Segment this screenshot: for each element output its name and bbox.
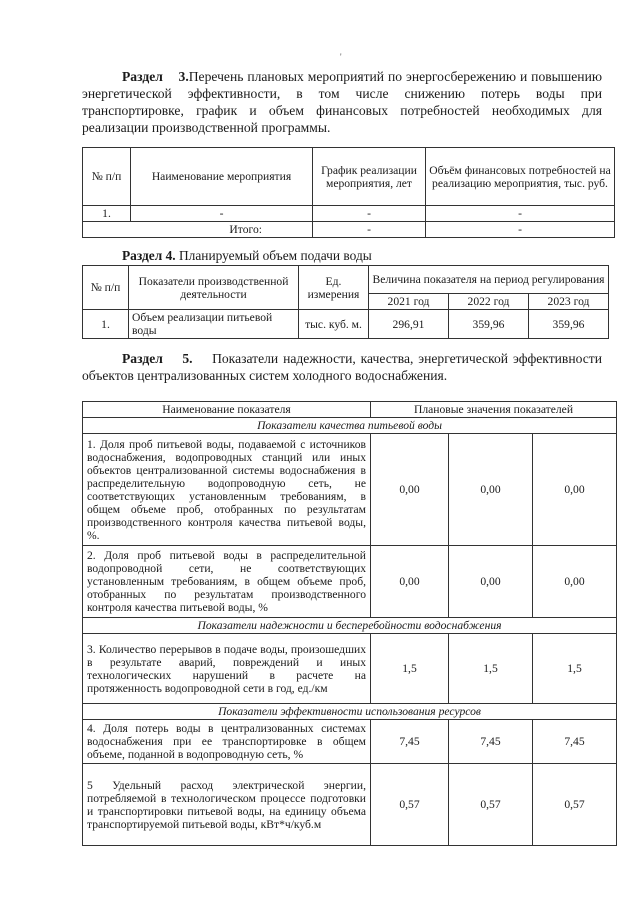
table-header-row	[83, 402, 617, 418]
indicator-value: 0,57	[533, 764, 617, 846]
header-year-2023: 2023 год	[529, 294, 609, 310]
section-3-table	[82, 147, 615, 238]
table-row	[83, 720, 617, 764]
table-header-row	[83, 266, 609, 294]
indicator-text: 1. Доля проб питьевой воды, подаваемой с источников водоснабжения, водопроводных станций или иных объектов централизованной системы водоснабжения в распределительную водопроводную сеть, не соответствующих установленным требованиям, в общем объеме проб, отобранных по результатам производственного контроля качества питьевой воды, %.	[83, 434, 371, 546]
header-num: № п/п	[83, 148, 131, 206]
header-schedule: График реализации мероприятия, лет	[313, 148, 426, 206]
table-row	[83, 764, 617, 846]
cell-num: 1.	[83, 206, 131, 222]
group-row-reliability	[83, 618, 617, 634]
group-title: Показатели эффективности использования ресурсов	[83, 704, 617, 720]
total-amount: -	[426, 222, 615, 238]
header-name: Наименование показателя	[83, 402, 371, 418]
indicator-value: 0,57	[449, 764, 533, 846]
header-finance: Объём финансовых потребностей на реализацию мероприятия, тыс. руб.	[426, 148, 615, 206]
table-row	[83, 434, 617, 546]
section-3-text: Перечень плановых мероприятий по энергосбережению и повышению энергетической эффективности, в том числе снижению потерь воды при транспортировке, график и объем финансовых потребностей необходимых для реализации производственной программы.	[82, 69, 602, 135]
indicator-value: 1,5	[371, 634, 449, 704]
table-row	[83, 634, 617, 704]
table-row	[83, 310, 609, 339]
indicator-value: 0,00	[371, 434, 449, 546]
indicator-text: 3. Количество перерывов в подаче воды, произошедших в результате аварий, повреждений и иных технологических нарушений в расчете на протяженность водопроводной сети в год, ед./км	[83, 634, 371, 704]
table-total-row	[83, 222, 615, 238]
header-planned: Плановые значения показателей	[371, 402, 617, 418]
indicator-value: 0,00	[533, 434, 617, 546]
section-4-label: Раздел 4.	[122, 248, 176, 263]
section-5-heading	[82, 350, 602, 384]
section-4-table	[82, 265, 609, 339]
indicator-value: 0,00	[533, 546, 617, 618]
total-label: Итого:	[83, 222, 313, 238]
group-title: Показатели надежности и бесперебойности водоснабжения	[83, 618, 617, 634]
indicator-value: 0,57	[371, 764, 449, 846]
cell-schedule: -	[313, 206, 426, 222]
cell-value-2023: 359,96	[529, 310, 609, 339]
cell-unit: тыс. куб. м.	[299, 310, 369, 339]
group-row-efficiency	[83, 704, 617, 720]
table-row	[83, 206, 615, 222]
header-unit: Ед. измерения	[299, 266, 369, 310]
cell-num: 1.	[83, 310, 129, 339]
indicator-text: 4. Доля потерь воды в централизованных системах водоснабжения при ее транспортировке в общем объеме, поданной в водопроводную сеть, %	[83, 720, 371, 764]
cell-value-2021: 296,91	[369, 310, 449, 339]
indicator-value: 0,00	[449, 546, 533, 618]
cell-value-2022: 359,96	[449, 310, 529, 339]
section-5-number: 5.	[182, 351, 193, 366]
section-4-heading	[122, 248, 372, 264]
section-3-number: 3.	[178, 69, 189, 84]
group-title: Показатели качества питьевой воды	[83, 418, 617, 434]
section-3-label: Раздел	[122, 69, 163, 84]
table-header-row	[83, 148, 615, 206]
cell-measure: -	[131, 206, 313, 222]
indicator-value: 7,45	[533, 720, 617, 764]
header-value: Величина показателя на период регулирования	[369, 266, 609, 294]
indicator-value: 0,00	[449, 434, 533, 546]
section-3-heading	[82, 68, 602, 136]
section-5-table	[82, 401, 617, 846]
table-row	[83, 546, 617, 618]
section-5-text: Показатели надежности, качества, энергетической эффективности объектов централизованных систем холодного водоснабжения.	[82, 351, 602, 383]
indicator-value: 0,00	[371, 546, 449, 618]
section-5-label: Раздел	[122, 351, 163, 366]
section-4-text: Планируемый объем подачи воды	[179, 248, 372, 263]
header-year-2021: 2021 год	[369, 294, 449, 310]
total-schedule: -	[313, 222, 426, 238]
indicator-text: 5 Удельный расход электрической энергии, потребляемой в технологическом процессе подготовки и транспортировки питьевой воды, на единицу объема транспортируемой питьевой воды, кВт*ч/куб.м	[83, 764, 371, 846]
cell-indicator: Объем реализации питьевой воды	[129, 310, 299, 339]
group-row-quality	[83, 418, 617, 434]
cell-finance: -	[426, 206, 615, 222]
indicator-value: 7,45	[371, 720, 449, 764]
header-measure: Наименование мероприятия	[131, 148, 313, 206]
header-indicator: Показатели производственной деятельности	[129, 266, 299, 310]
header-year-2022: 2022 год	[449, 294, 529, 310]
indicator-value: 1,5	[533, 634, 617, 704]
indicator-value: 1,5	[449, 634, 533, 704]
indicator-value: 7,45	[449, 720, 533, 764]
header-num: № п/п	[83, 266, 129, 310]
page-mark: '	[340, 52, 342, 62]
indicator-text: 2. Доля проб питьевой воды в распределительной водопроводной сети, не соответствующих установленным требованиям, в общем объеме проб, отобранных по результатам производственного контроля качества питьевой воды, %	[83, 546, 371, 618]
